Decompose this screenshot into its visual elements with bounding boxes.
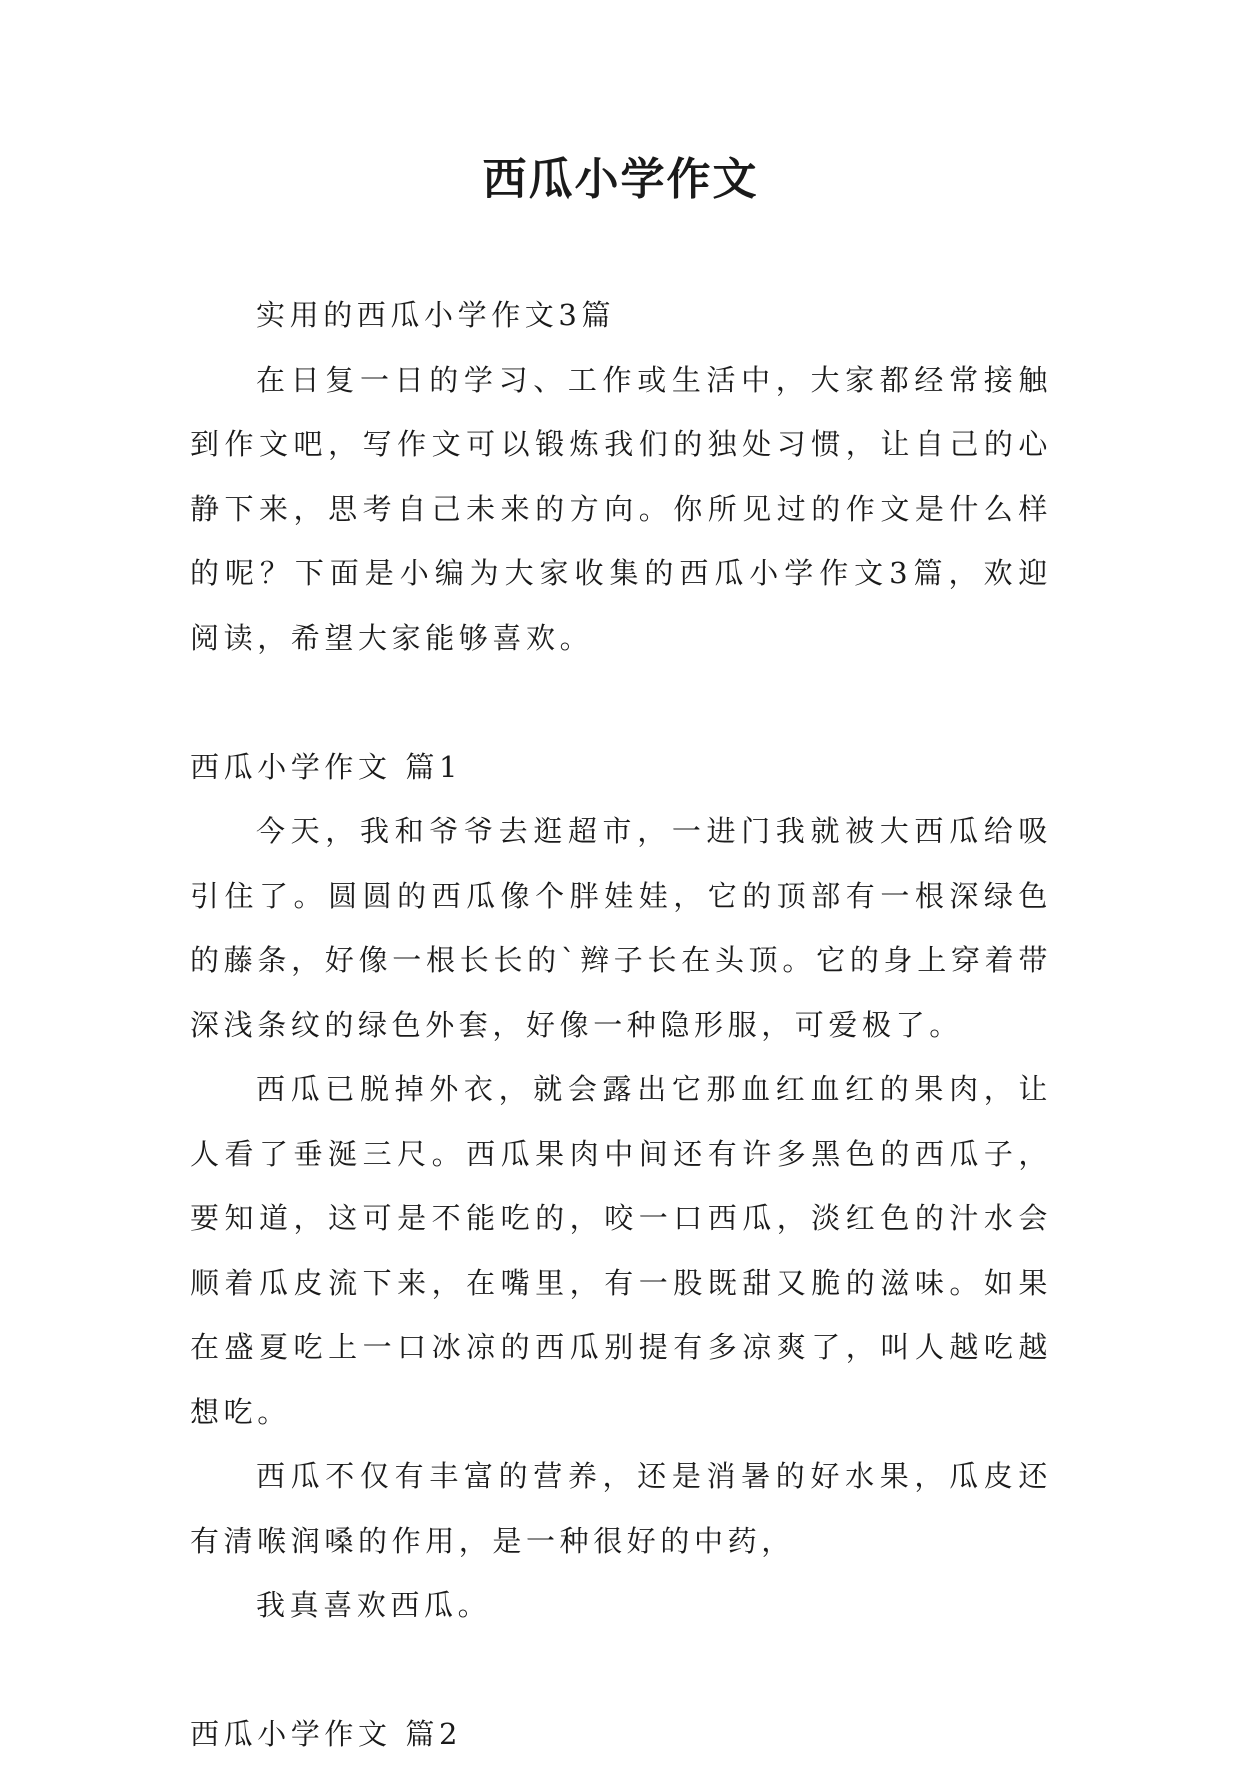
- document-title: 西瓜小学作文: [482, 154, 759, 205]
- section-1-paragraph-1: 今天，我和爷爷去逛超市，一进门我就被大西瓜给吸引住了。圆圆的西瓜像个胖娃娃，它的顶部有一根深绿色的藤条，好像一根长长的`辫子长在头顶。它的身上穿着带深浅条纹的绿色外套，好像一种隐形服，可爱极了。: [190, 814, 1052, 1042]
- document-body: [190, 283, 1052, 1767]
- section-heading-2: 西瓜小学作文 篇2: [190, 1717, 463, 1751]
- section-heading-1: 西瓜小学作文 篇1: [190, 749, 463, 784]
- intro-paragraph: 在日复一日的学习、工作或生活中，大家都经常接触到作文吧，写作文可以锻炼我们的独处习惯，让自己的心静下来，思考自己未来的方向。你所见过的作文是什么样的呢？下面是小编为大家收集的西瓜小学作文3篇，欢迎阅读，希望大家能够喜欢。: [190, 362, 1052, 655]
- section-1-paragraph-4: 我真喜欢西瓜。: [256, 1588, 492, 1622]
- section-spacer: [190, 670, 1052, 735]
- section-1-paragraph-3: 西瓜不仅有丰富的营养，还是消暑的好水果，瓜皮还有清喉润嗓的作用，是一种很好的中药，: [190, 1459, 1052, 1558]
- section-1-paragraph-2: 西瓜已脱掉外衣，就会露出它那血红血红的果肉，让人看了垂涎三尺。西瓜果肉中间还有许多黑色的西瓜子，要知道，这可是不能吃的，咬一口西瓜，淡红色的汁水会顺着瓜皮流下来，在嘴里，有一股既甜又脆的滋味。如果在盛夏吃上一口冰凉的西瓜别提有多凉爽了，叫人越吃越想吃。: [190, 1072, 1052, 1429]
- intro-line: 实用的西瓜小学作文3篇: [256, 298, 616, 332]
- section-spacer: [190, 1638, 1052, 1703]
